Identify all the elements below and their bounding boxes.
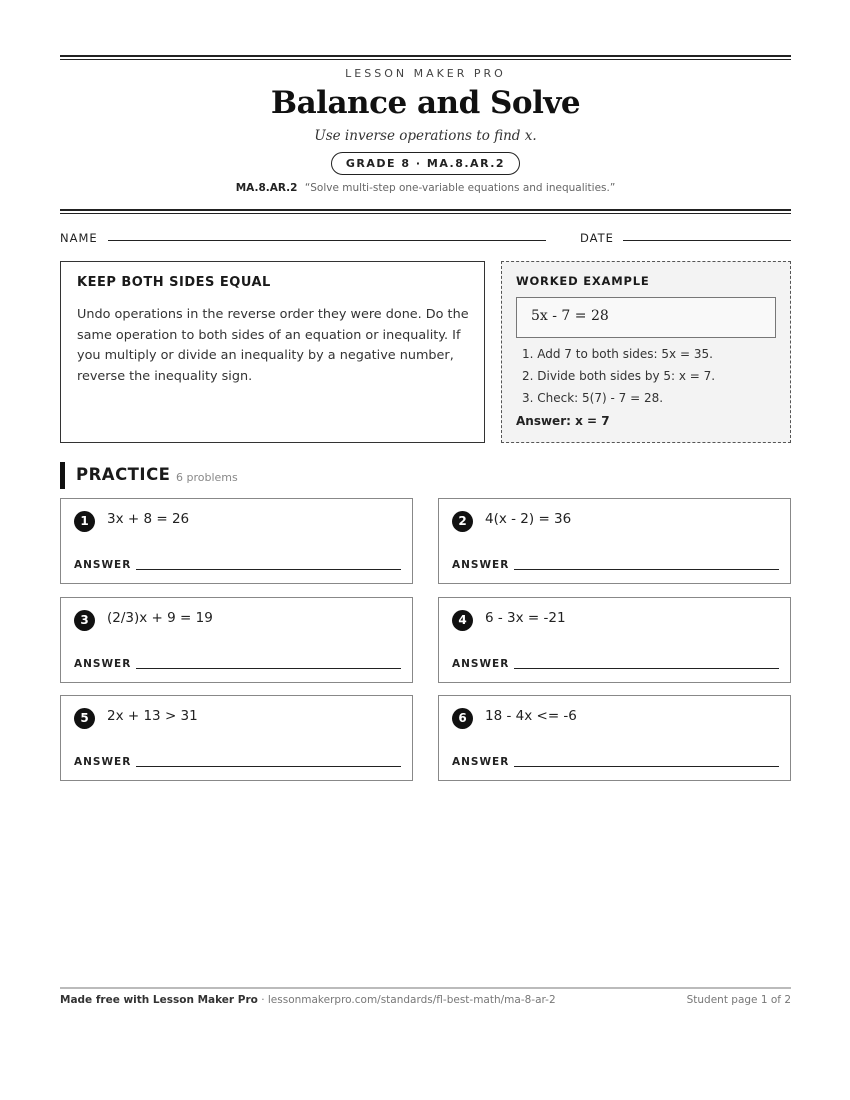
problem-number-badge: 3 xyxy=(74,610,95,631)
worked-example-title: WORKED EXAMPLE xyxy=(516,274,650,288)
problem-card-1 xyxy=(60,498,413,584)
grade-badge-wrap xyxy=(60,152,791,175)
footer-page-number: Student page 1 of 2 xyxy=(686,994,791,1006)
header-bottom-double-rule xyxy=(60,209,791,214)
name-field[interactable] xyxy=(108,240,546,241)
answer-field[interactable] xyxy=(514,569,779,570)
worked-example-box xyxy=(501,261,791,443)
date-field[interactable] xyxy=(623,240,791,241)
answer-label: ANSWER xyxy=(74,756,132,768)
worked-example-equation-box xyxy=(516,297,776,338)
answer-field[interactable] xyxy=(136,766,401,767)
practice-count: 6 problems xyxy=(176,471,238,484)
problem-card-2 xyxy=(438,498,791,584)
standard-line xyxy=(60,182,791,194)
name-label: NAME xyxy=(60,231,98,245)
problem-card-5 xyxy=(60,695,413,781)
grade-badge: GRADE 8 · MA.8.AR.2 xyxy=(331,152,520,175)
footer-url: · lessonmakerpro.com/standards/fl-best-math/ma-8-ar-2 xyxy=(257,994,556,1006)
answer-label: ANSWER xyxy=(452,756,510,768)
problem-equation: 3x + 8 = 26 xyxy=(107,511,190,527)
worked-example-step: 2. Divide both sides by 5: x = 7. xyxy=(522,369,716,383)
problem-card-4 xyxy=(438,597,791,683)
answer-field[interactable] xyxy=(136,668,401,669)
answer-label: ANSWER xyxy=(452,559,510,571)
answer-label: ANSWER xyxy=(74,559,132,571)
problem-equation: 2x + 13 > 31 xyxy=(107,708,198,724)
answer-field[interactable] xyxy=(514,766,779,767)
answer-label: ANSWER xyxy=(452,658,510,670)
page-subtitle: Use inverse operations to find x. xyxy=(314,128,537,144)
problem-card-3 xyxy=(60,597,413,683)
standard-code: MA.8.AR.2 xyxy=(235,182,298,194)
worksheet-page xyxy=(60,0,791,1100)
footer-rule xyxy=(60,987,791,989)
top-double-rule xyxy=(60,55,791,60)
worked-example-step: 3. Check: 5(7) - 7 = 28. xyxy=(522,391,664,405)
problem-number-badge: 6 xyxy=(452,708,473,729)
standard-text: “Solve multi-step one-variable equations and inequalities.” xyxy=(304,182,616,194)
keep-box-text: Undo operations in the reverse order they were done. Do the same operation to both sides of an equation or inequality. If you multiply or divide an inequality by a negative number, reverse the inequality sign. xyxy=(77,307,469,384)
practice-accent-bar xyxy=(60,462,65,489)
problem-number-badge: 5 xyxy=(74,708,95,729)
problem-equation: (2/3)x + 9 = 19 xyxy=(107,610,213,626)
brand-label: LESSON MAKER PRO xyxy=(345,67,506,80)
keep-both-sides-box xyxy=(60,261,485,443)
footer-credit xyxy=(60,994,556,1006)
footer-made-with: Made free with Lesson Maker Pro xyxy=(60,994,258,1006)
problem-number-badge: 4 xyxy=(452,610,473,631)
problem-number-badge: 2 xyxy=(452,511,473,532)
problem-equation: 6 - 3x = -21 xyxy=(485,610,566,626)
problem-card-6 xyxy=(438,695,791,781)
worked-example-answer: Answer: x = 7 xyxy=(516,414,610,428)
keep-box-title: KEEP BOTH SIDES EQUAL xyxy=(77,275,271,290)
problem-equation: 18 - 4x <= -6 xyxy=(485,708,577,724)
answer-field[interactable] xyxy=(514,668,779,669)
answer-field[interactable] xyxy=(136,569,401,570)
page-title: Balance and Solve xyxy=(270,85,581,121)
worked-example-equation: 5x - 7 = 28 xyxy=(531,308,609,324)
answer-label: ANSWER xyxy=(74,658,132,670)
date-label: DATE xyxy=(580,231,614,245)
practice-title: PRACTICE xyxy=(76,465,171,484)
worked-example-step: 1. Add 7 to both sides: 5x = 35. xyxy=(522,347,713,361)
problem-equation: 4(x - 2) = 36 xyxy=(485,511,572,527)
problem-number-badge: 1 xyxy=(74,511,95,532)
